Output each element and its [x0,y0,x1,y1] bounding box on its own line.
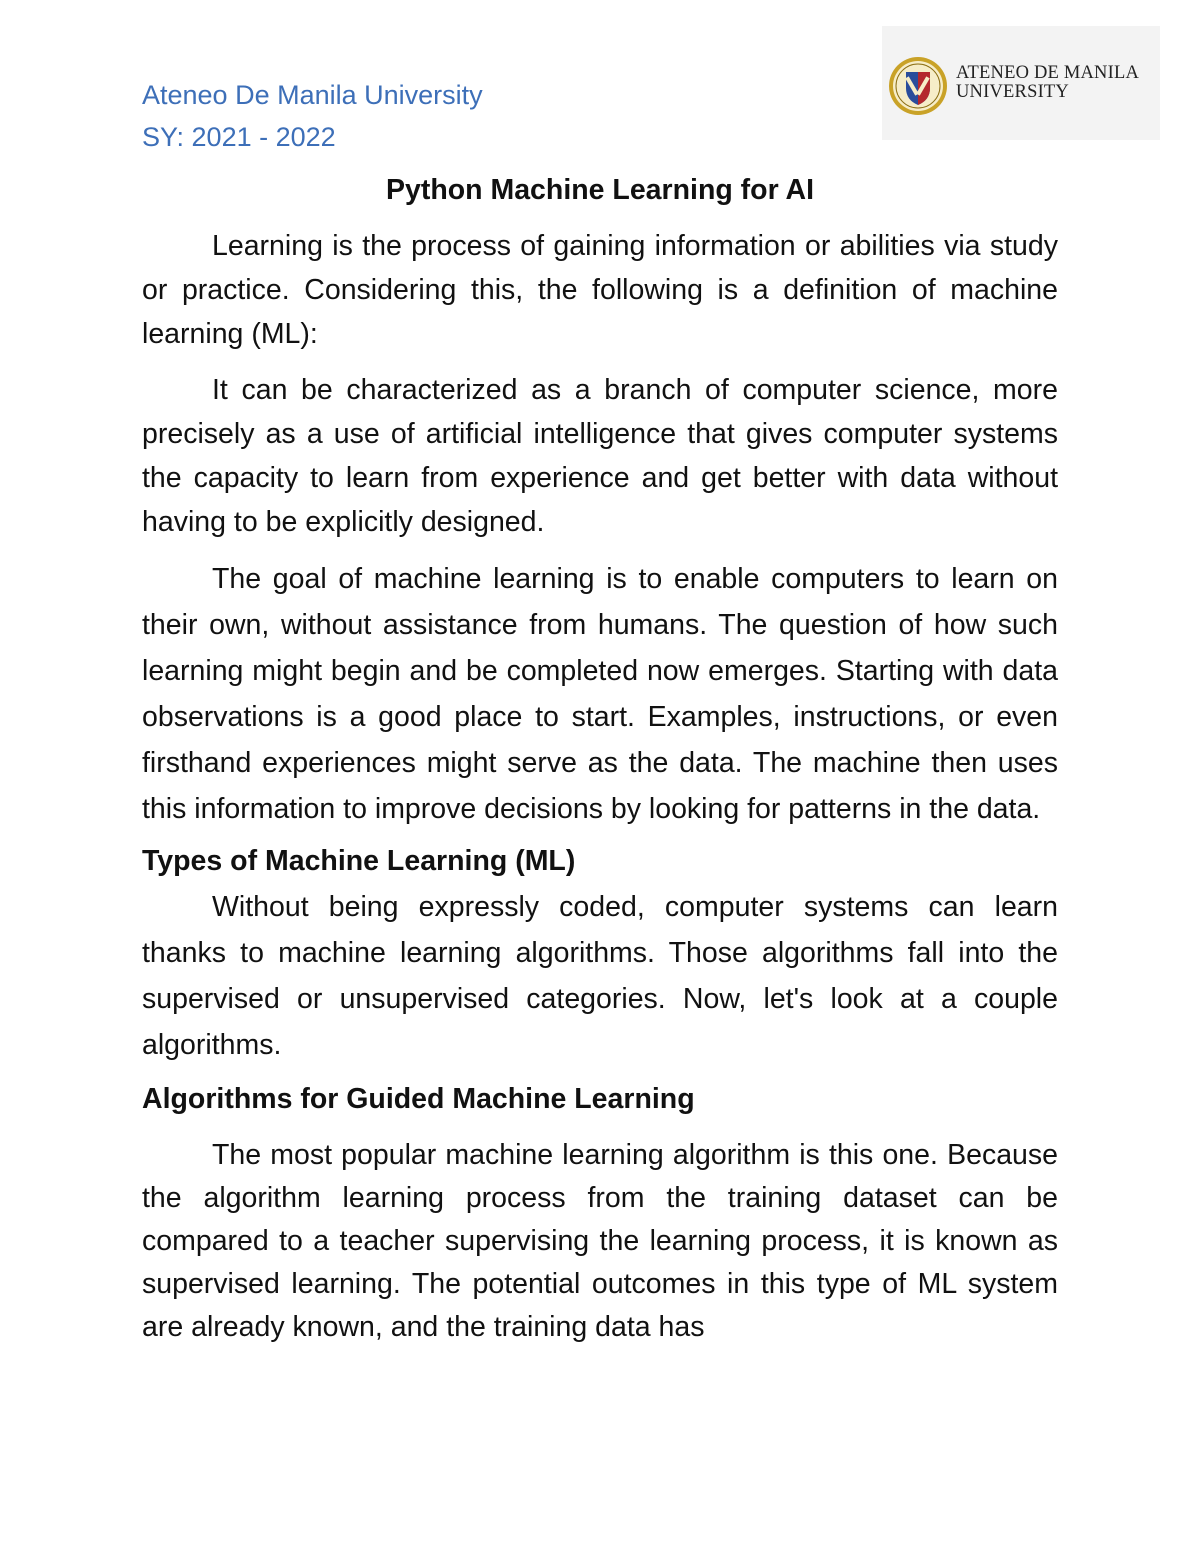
document-body [142,168,1058,1361]
paragraph-ml-types: Without being expressly coded, computer systems can learn thanks to machine learning algorithms. Those algorithms fall into the supervised or unsupervised categories. Now, let's look at a couple algorithms. [142,891,1058,1061]
school-year: SY: 2021 - 2022 [142,122,336,152]
document-title: Python Machine Learning for AI [385,174,815,206]
paragraph-ml-definition: It can be characterized as a branch of computer science, more precisely as a use of artificial intelligence that gives computer systems the capacity to learn from experience and get better with data without having to be explicitly designed. [142,374,1058,538]
ateneo-seal-icon [888,56,948,116]
paragraph-definition-intro: Learning is the process of gaining information or abilities via study or practice. Considering this, the following is a definition of machine learning (ML): [142,230,1058,350]
heading-guided-ml: Algorithms for Guided Machine Learning [142,1083,695,1115]
paragraph-supervised-learning: The most popular machine learning algorithm is this one. Because the algorithm learning process from the training dataset can be compared to a teacher supervising the learning process, it is known as supervised learning. The potential outcomes in this type of ML system are already known, and the training data has [142,1139,1058,1343]
paragraph-ml-goal: The goal of machine learning is to enable computers to learn on their own, without assistance from humans. The question of how such learning might begin and be completed now emerges. Starting with data observations is a good place to start. Examples, instructions, or even firsthand experiences might serve as the data. The machine then uses this information to improve decisions by looking for patterns in the data. [142,563,1058,825]
university-logo [882,26,1160,140]
page-header [142,74,483,158]
university-name: Ateneo De Manila University [142,80,483,110]
logo-line-2: UNIVERSITY [956,82,1069,102]
logo-line-1: ATENEO DE MANILA [956,63,1140,83]
heading-types-of-ml: Types of Machine Learning (ML) [142,845,576,877]
logo-wordmark [956,64,1139,102]
